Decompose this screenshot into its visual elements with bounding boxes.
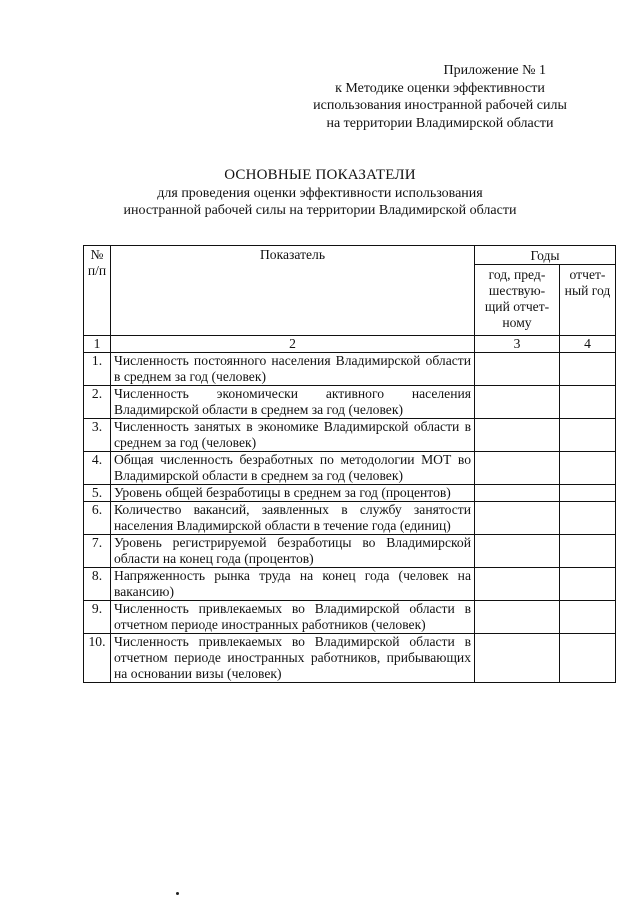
row-report-year-value bbox=[560, 535, 616, 568]
indicators-table bbox=[83, 245, 616, 683]
row-number: 7. bbox=[84, 535, 111, 568]
row-number: 1. bbox=[84, 353, 111, 386]
header-num: № п/п bbox=[84, 246, 111, 336]
table-row bbox=[84, 535, 616, 568]
table-row bbox=[84, 452, 616, 485]
table-header-row bbox=[84, 246, 616, 265]
appendix-number: Приложение № 1 bbox=[443, 63, 546, 78]
row-report-year-value bbox=[560, 485, 616, 502]
table-row bbox=[84, 353, 616, 386]
document-title: ОСНОВНЫЕ ПОКАЗАТЕЛИ bbox=[224, 167, 416, 183]
row-indicator: Количество вакансий, заявленных в службу занятости населения Владимирской области в течение года (единиц) bbox=[111, 502, 475, 535]
row-prev-year-value bbox=[475, 568, 560, 601]
column-number: 4 bbox=[560, 336, 616, 353]
row-report-year-value bbox=[560, 386, 616, 419]
row-prev-year-value bbox=[475, 386, 560, 419]
row-indicator: Численность экономически активного населения Владимирской области в среднем за год (человек) bbox=[111, 386, 475, 419]
row-report-year-value bbox=[560, 502, 616, 535]
table-row bbox=[84, 568, 616, 601]
table-row bbox=[84, 485, 616, 502]
appendix-block bbox=[280, 62, 600, 132]
row-indicator: Общая численность безработных по методологии МОТ во Владимирской области в среднем за год (человек) bbox=[111, 452, 475, 485]
row-prev-year-value bbox=[475, 601, 560, 634]
row-report-year-value bbox=[560, 634, 616, 683]
row-number: 9. bbox=[84, 601, 111, 634]
header-report-year: отчет-ный год bbox=[560, 265, 616, 336]
row-prev-year-value bbox=[475, 634, 560, 683]
row-indicator: Уровень регистрируемой безработицы во Владимирской области на конец года (процентов) bbox=[111, 535, 475, 568]
row-number: 6. bbox=[84, 502, 111, 535]
row-report-year-value bbox=[560, 601, 616, 634]
column-number: 1 bbox=[84, 336, 111, 353]
row-number: 3. bbox=[84, 419, 111, 452]
document-subtitle: для проведения оценки эффективности использования bbox=[157, 186, 483, 201]
header-prev-year: год, пред-шествую-щий отчет-ному bbox=[475, 265, 560, 336]
scan-speck bbox=[176, 892, 179, 895]
column-number-row bbox=[84, 336, 616, 353]
row-indicator: Уровень общей безработицы в среднем за год (процентов) bbox=[111, 485, 475, 502]
row-prev-year-value bbox=[475, 485, 560, 502]
row-prev-year-value bbox=[475, 535, 560, 568]
row-indicator: Напряженность рынка труда на конец года (человек на вакансию) bbox=[111, 568, 475, 601]
row-prev-year-value bbox=[475, 452, 560, 485]
row-number: 4. bbox=[84, 452, 111, 485]
row-report-year-value bbox=[560, 353, 616, 386]
document-title-block bbox=[0, 166, 640, 219]
appendix-reference-line: к Методике оценки эффективности bbox=[335, 80, 545, 96]
table-row bbox=[84, 419, 616, 452]
row-indicator: Численность постоянного населения Владимирской области в среднем за год (человек) bbox=[111, 353, 475, 386]
row-report-year-value bbox=[560, 419, 616, 452]
table-row bbox=[84, 601, 616, 634]
row-number: 5. bbox=[84, 485, 111, 502]
row-number: 2. bbox=[84, 386, 111, 419]
table-row bbox=[84, 386, 616, 419]
row-indicator: Численность привлекаемых во Владимирской области в отчетном периоде иностранных работников (человек) bbox=[111, 601, 475, 634]
row-report-year-value bbox=[560, 568, 616, 601]
row-number: 8. bbox=[84, 568, 111, 601]
header-years: Годы bbox=[475, 246, 616, 265]
row-indicator: Численность привлекаемых во Владимирской области в отчетном периоде иностранных работников, прибывающих на основании визы (человек) bbox=[111, 634, 475, 683]
row-prev-year-value bbox=[475, 419, 560, 452]
row-prev-year-value bbox=[475, 502, 560, 535]
row-report-year-value bbox=[560, 452, 616, 485]
document-subtitle: иностранной рабочей силы на территории Владимирской области bbox=[123, 203, 517, 218]
row-indicator: Численность занятых в экономике Владимирской области в среднем за год (человек) bbox=[111, 419, 475, 452]
column-number: 2 bbox=[111, 336, 475, 353]
row-number: 10. bbox=[84, 634, 111, 683]
header-indicator: Показатель bbox=[111, 246, 475, 336]
appendix-reference-line: использования иностранной рабочей силы bbox=[313, 98, 567, 113]
table-row bbox=[84, 502, 616, 535]
row-prev-year-value bbox=[475, 353, 560, 386]
appendix-reference-line: на территории Владимирской области bbox=[326, 115, 554, 131]
column-number: 3 bbox=[475, 336, 560, 353]
table-row bbox=[84, 634, 616, 683]
